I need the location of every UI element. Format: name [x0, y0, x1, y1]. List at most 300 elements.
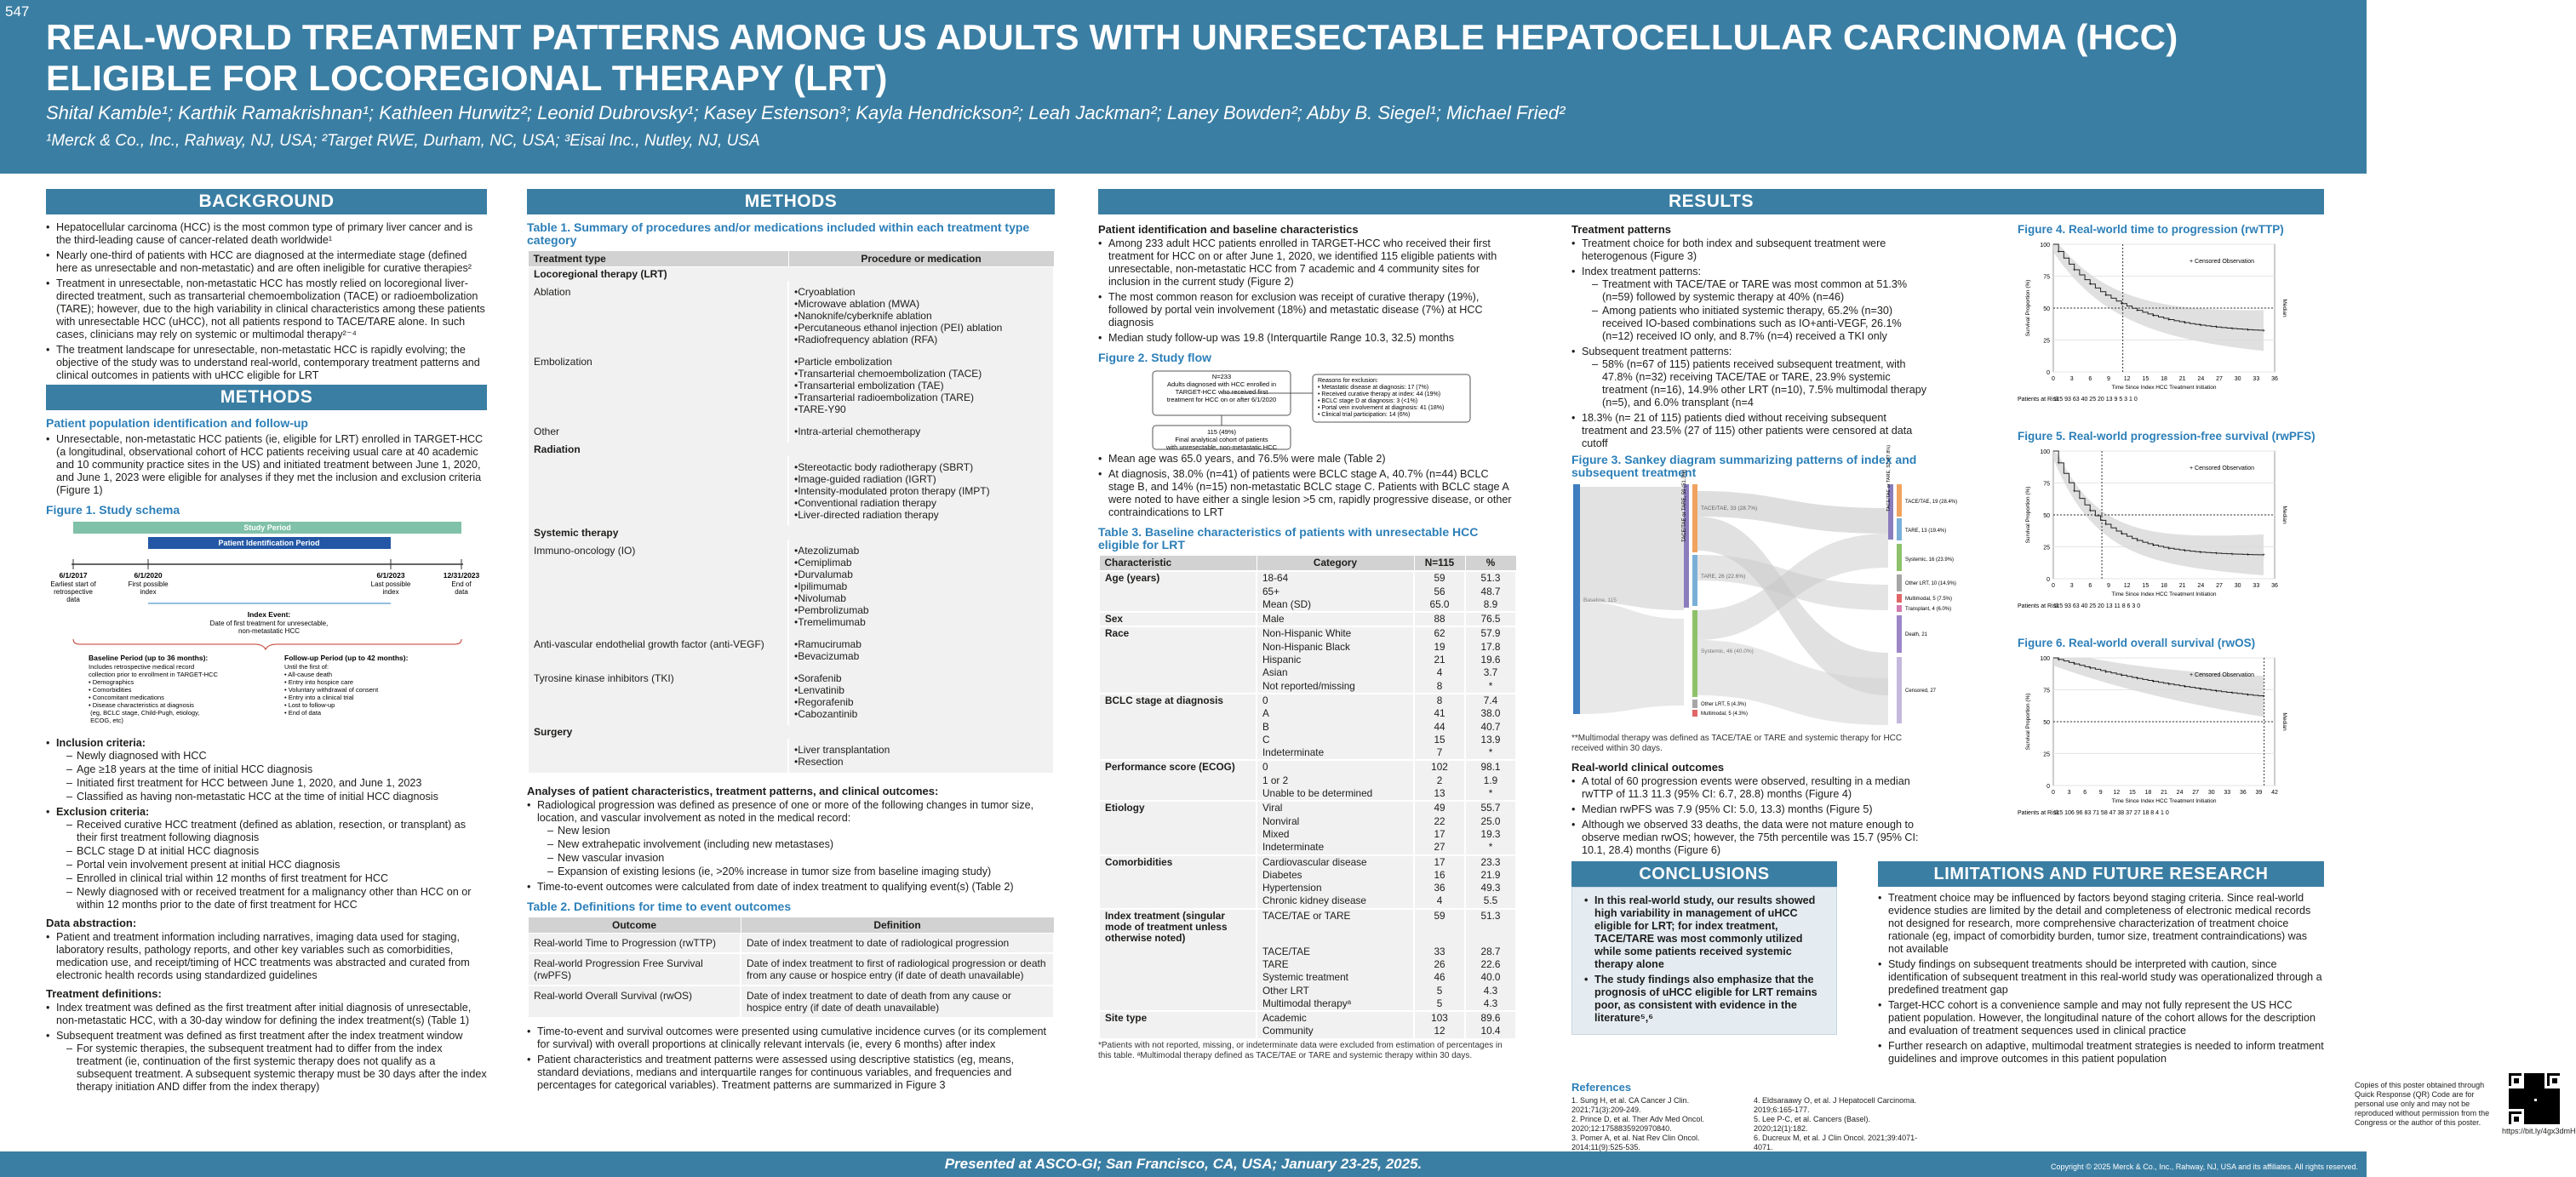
- censor-mark: +: [2104, 293, 2108, 299]
- table-row: Hypertension 36 49.3: [1099, 882, 1516, 894]
- km-chart-rwttp: [2018, 237, 2324, 425]
- x-tick-label: 3: [2069, 583, 2074, 589]
- y-tick-label: 0: [2046, 577, 2050, 583]
- analyses-sublist: [537, 825, 1055, 878]
- list-item: • The treatment landscape for unresectable, non-metastatic HCC is rapidly evolving; the objective of the study was to understand real-world, contemporary treatment patterns and clinical outcomes in patients with uHCC eligible for LRT: [46, 344, 487, 382]
- x-tick-label: 9: [2098, 790, 2103, 796]
- table-row: TACE/TAE 33 28.7: [1099, 946, 1516, 958]
- table2-title: Table 2. Definitions for time to event outcomes: [527, 900, 792, 913]
- table-row: Other •Intra-arterial chemotherapy: [528, 420, 1054, 443]
- censor-mark: +: [2262, 552, 2265, 558]
- conclusions-heading: CONCLUSIONS: [1571, 861, 1837, 887]
- list-item: • Target-HCC cohort is a convenience sample and may not fully represent the US HCC patient population. However, the longitudinal nature of the cohort allows for the description and evaluation of treatment sequences used in clinical practice: [1878, 999, 2324, 1037]
- table-row: Embolization •Particle embolization •Transarterial chemoembolization (TACE) •Transarterial embolization (TAE) •Transarterial radioembolization (TARE) •TARE-Y90: [528, 351, 1054, 420]
- list-item: • Time-to-event outcomes were calculated from date of index treatment to qualifying event(s) (Table 2): [527, 881, 1055, 894]
- list-item: • Median rwPFS was 7.9 (95% CI: 5.0, 13.3) months (Figure 5): [1571, 803, 1929, 816]
- y-tick-label: 25: [2043, 545, 2050, 551]
- sankey-node-label: Multimodal, 5 (4.3%): [1701, 711, 1749, 717]
- list-item: • A total of 60 progression events were observed, resulting in a median rwTTP of 11.3 11.3 (95% CI: 6.7, 28.8) months (Figure 4): [1571, 775, 1929, 801]
- table-section-row: Radiation: [528, 443, 1054, 456]
- date-desc: First possible index: [128, 580, 169, 596]
- list-item: Radiological progression was defined as presence of one or more of the following changes in tumor size, location, and vascular involvement as noted in the medical record:: [537, 799, 1034, 824]
- table-row: 65+ 56 48.7: [1099, 586, 1516, 598]
- column-5: [2018, 223, 2324, 838]
- methods-heading: METHODS: [46, 385, 487, 410]
- table-row: Hispanic 21 19.6: [1099, 654, 1516, 666]
- sankey-node-label: TACE/TAE, 19 (28.4%): [1905, 500, 1958, 505]
- list-item: • 18.3% (n= 21 of 115) patients died without receiving subsequent treatment and 23.5% (27 of 115) other patients were censored at data cutoff: [1571, 412, 1929, 450]
- legend-label: + Censored Observation: [2190, 672, 2255, 678]
- list-item: • Patient characteristics and treatment patterns were assessed using descriptive statistics (eg, means, standard deviations, medians and interquartile ranges for continuous variables, and frequencies and percentages for categorical variables). Treatment patterns are summarized in Figure 3: [527, 1054, 1055, 1092]
- legend-label: + Censored Observation: [2190, 259, 2255, 265]
- table-row: Index treatment (singular mode of treatment unless otherwise noted) TACE/TAE or TARE 59 51.3: [1099, 909, 1516, 946]
- table-row: A 41 38.0: [1099, 707, 1516, 720]
- list-item: • At diagnosis, 38.0% (n=41) of patients were BCLC stage A, 40.7% (n=44) BCLC stage B, and 14% (n=15) non-metastatic BCLC stage C. Patients with BCLC stage A were noted to have either a single lesion >5 cm, rapidly progressive disease, or other contraindications to LRT: [1098, 468, 1517, 519]
- x-tick-label: 9: [2107, 376, 2110, 382]
- x-tick-label: 27: [2216, 583, 2223, 589]
- reference-item: 3. Pomer A, et al. Nat Rev Clin Oncol. 2014;11(9):525-535.: [1571, 1134, 1700, 1151]
- limitations-section: [1878, 861, 2324, 1068]
- legend-label: + Censored Observation: [2190, 466, 2255, 471]
- table-row: BCLC stage at diagnosis 0 8 7.4: [1099, 694, 1516, 707]
- list-item: – Portal vein involvement present at initial HCC diagnosis: [56, 859, 487, 871]
- table-header: Outcome: [528, 917, 741, 934]
- x-tick-label: 30: [2207, 790, 2215, 796]
- table-row: Race Non-Hispanic White 62 57.9: [1099, 626, 1516, 640]
- list-item: • Although we observed 33 deaths, the data were not mature enough to observe median rwOS; however, the 75th percentile was 15.7 (95% CI: 10.1, 28.4) months (Figure 6): [1571, 819, 1929, 857]
- table-row: •Stereotactic body radiotherapy (SBRT) •Image-guided radiation (IGRT) •Intensity-modulated proton therapy (IMPT) •Conventional radiation therapy •Liver-directed radiation therapy: [528, 456, 1054, 526]
- km-chart-rwpfs: [2018, 444, 2324, 631]
- table-row: Diabetes 16 21.9: [1099, 869, 1516, 882]
- censor-mark: +: [2167, 317, 2171, 323]
- list-item: • Time-to-event and survival outcomes were presented using cumulative incidence curves (or its complement for survival) with overall proportions at clinically relevant intervals (ie, every 6 months) after index: [527, 1026, 1055, 1051]
- x-tick-label: 30: [2234, 583, 2241, 589]
- censor-mark: +: [2230, 326, 2234, 332]
- date-label: 12/31/2023: [443, 571, 480, 580]
- limitations-heading: LIMITATIONS AND FUTURE RESEARCH: [1878, 861, 2324, 887]
- list-item: • The most common reason for exclusion was receipt of curative therapy (19%), followed by portal vein involvement (18%) and metastatic disease (7%) at HCC diagnosis: [1098, 291, 1517, 329]
- y-tick-label: 0: [2046, 370, 2050, 376]
- censor-mark: +: [2104, 670, 2108, 676]
- censor-mark: +: [2057, 249, 2060, 255]
- qr-code-icon[interactable]: [2508, 1072, 2561, 1125]
- sankey-node-label: Systemic, 16 (23.9%): [1905, 557, 1955, 563]
- table-row: B 44 40.7: [1099, 721, 1516, 734]
- x-tick-label: 15: [2142, 583, 2150, 589]
- references-heading: References: [1571, 1081, 1632, 1094]
- x-tick-label: 12: [2123, 583, 2131, 589]
- sankey-node-label: Transplant, 4 (6.0%): [1905, 607, 1952, 612]
- censor-mark: +: [2199, 323, 2202, 329]
- risk-values: 115 93 63 40 25 20 13 9 5 3 1 0: [2053, 397, 2138, 403]
- table-row: Indeterminate 27 *: [1099, 841, 1516, 854]
- table-row: Asian 4 3.7: [1099, 666, 1516, 679]
- censor-mark: +: [2151, 313, 2155, 319]
- x-tick-label: 18: [2161, 583, 2167, 589]
- list-item: – New vascular invasion: [537, 852, 1055, 865]
- reference-item: 5. Lee P-C, et al. Cancers (Basel). 2020;12(1):182.: [1754, 1115, 1871, 1133]
- table-row: Unable to be determined 13 *: [1099, 787, 1516, 801]
- txdef-title: Treatment definitions:: [46, 987, 162, 1000]
- presentation-info: Presented at ASCO-GI; San Francisco, CA, USA; January 23-25, 2025.: [944, 1156, 1423, 1172]
- table-row: Not reported/missing 8 *: [1099, 680, 1516, 694]
- table-section-row: Systemic therapy: [528, 526, 1054, 540]
- censor-mark: +: [2151, 543, 2155, 549]
- list-item: • Mean age was 65.0 years, and 76.5% were male (Table 2): [1098, 453, 1517, 466]
- table-row: Chronic kidney disease 4 5.5: [1099, 894, 1516, 908]
- y-tick-label: 100: [2040, 449, 2050, 455]
- sankey-node-label: TACE/TAE or TARE, 59 (51.3%): [1682, 469, 1687, 542]
- conclusions-section: [1571, 861, 1837, 1035]
- copyright: Copyright © 2025 Merck & Co., Inc., Rahway, NJ, USA and its affiliates. All rights reserved.: [2051, 1163, 2358, 1171]
- x-tick-label: 33: [2224, 790, 2231, 796]
- list-item: • Treatment choice may be influenced by factors beyond staging criteria. Since real-world evidence studies are limited by the detail and completeness of electronic medical records not designed for research, more comprehensive characterization of treatment choice rationale (eg, impact of comorbidity burden, tumor size, treatment contraindications) was not available: [1878, 892, 2324, 956]
- reference-item: 6. Ducreux M, et al. J Clin Oncol. 2021;39:4071-4071.: [1754, 1134, 1918, 1151]
- poster-footer: [0, 1151, 2367, 1177]
- list-item: • Further research on adaptive, multimodal treatment strategies is needed to inform treatment guidelines and improve outcomes in this patient population: [1878, 1040, 2324, 1066]
- y-tick-label: 100: [2040, 656, 2050, 662]
- date-label: 6/1/2023: [376, 571, 405, 580]
- date-desc: Last possible index: [370, 580, 411, 596]
- x-tick-label: 27: [2216, 376, 2223, 382]
- table-row: TARE 26 22.6: [1099, 958, 1516, 971]
- x-tick-label: 3: [2069, 376, 2074, 382]
- sankey-node-label: Death, 21: [1905, 632, 1928, 637]
- x-tick-label: 6: [2088, 583, 2092, 589]
- x-tick-label: 15: [2142, 376, 2150, 382]
- table1: [527, 250, 1055, 773]
- table-header: Characteristic: [1099, 556, 1257, 572]
- risk-label: Patients at Risk: [2018, 603, 2059, 609]
- table-header: N=115: [1414, 556, 1465, 572]
- sankey-node-label: Other LRT, 10 (14.9%): [1905, 581, 1956, 586]
- qr-note: Copies of this poster obtained through Quick Response (QR) Code are for personal use only and may not be reproduced without permission from the Congress or the author of this poster.: [2355, 1081, 2490, 1127]
- table3: [1098, 555, 1517, 1038]
- censor-mark: +: [2120, 532, 2124, 538]
- list-item: • In this real-world study, our results showed high variability in management of uHCC eligible for LRT; for index treatment, TACE/TARE was most commonly utilized while some patients received systemic therapy alone: [1584, 894, 1824, 971]
- qr-url[interactable]: https://bit.ly/4gx3dmH: [2502, 1127, 2576, 1135]
- table-header: Treatment type: [528, 251, 788, 267]
- figure-title: Figure 3. Sankey diagram summarizing patterns of index and subsequent treatment: [1571, 453, 1917, 479]
- censor-mark: +: [2183, 684, 2187, 690]
- baseline-lines: Includes retrospective medical record collection prior to enrollment in TARGET-HCC • Demographics • Comorbidities • Concomitant medications • Disease characteristics at diagnosis (eg, BCLC stage, Child-Pugh, etiology, ECOG, etc): [89, 663, 218, 724]
- table-row: •Liver transplantation •Resection: [528, 739, 1054, 773]
- risk-values: 115 106 96 83 71 58 47 38 37 27 18 8 4 1 0: [2053, 810, 2169, 816]
- censor-mark: +: [2199, 550, 2202, 556]
- median-label: Median: [2281, 299, 2287, 317]
- table-row: Community 12 10.4: [1099, 1025, 1516, 1037]
- subsection-title: Patient identification and baseline characteristics: [1098, 223, 1359, 236]
- list-item: – New lesion: [537, 825, 1055, 837]
- x-tick-label: 6: [2088, 376, 2092, 382]
- x-tick-label: 24: [2197, 376, 2205, 382]
- poster-header: [0, 0, 2367, 174]
- sankey-node-label: Other LRT, 5 (4.3%): [1701, 702, 1747, 707]
- table-row: Real-world Time to Progression (rwTTP) Date of index treatment to date of radiological progression: [528, 934, 1054, 954]
- list-item: • Unresectable, non-metastatic HCC patients (ie, eligible for LRT) enrolled in TARGET-HCC (a longitudinal, observational cohort of HCC patients receiving usual care at 40 academic and 10 community practice sites in the US) and initiated treatment between June 1, 2020, and June 1, 2023 were eligible for analyses if they met the inclusion and exclusion criteria (Figure 1): [46, 433, 487, 497]
- censor-mark: +: [2136, 308, 2139, 314]
- censor-mark: +: [2167, 682, 2171, 688]
- censor-mark: +: [2072, 489, 2076, 494]
- table-header: Definition: [741, 917, 1054, 934]
- table-row: Tyrosine kinase inhibitors (TKI) •Sorafenib •Lenvatinib •Regorafenib •Cabozantinib: [528, 667, 1054, 725]
- x-tick-label: 24: [2176, 790, 2184, 796]
- table-row: Real-world Overall Survival (rwOS) Date of index treatment to date of death from any cause or hospice entry (if date of death unavailable): [528, 986, 1054, 1018]
- y-axis-label: Survival Proportion (%): [2025, 486, 2031, 544]
- flow-box1: N=233 Adults diagnosed with HCC enrolled in TARGET-HCC who received first treatment for HCC on or after 6/1/2020: [1166, 373, 1277, 403]
- subsection-title: Real-world clinical outcomes: [1571, 761, 1725, 774]
- x-tick-label: 9: [2107, 583, 2110, 589]
- reference-item: 2. Prince D, et al. Ther Adv Med Oncol. 2020;12:1758835920970840.: [1571, 1115, 1704, 1133]
- flow-reasons: Reasons for exclusion: • Metastatic disease at diagnosis: 17 (7%) • Received curative therapy at index: 44 (19%) • BCLC stage D at diagnosis: 3 (<1%) • Portal vein involvement at diagnosis: 41 (18%) • Clinical trial participation: 14 (6%): [1318, 378, 1445, 418]
- sankey-node-label: TACE/TAE or TARE, 32 (47.8%): [1886, 444, 1892, 511]
- table-row: Other LRT 5 4.3: [1099, 985, 1516, 997]
- y-tick-label: 100: [2040, 243, 2050, 249]
- censor-mark: +: [2214, 551, 2218, 557]
- list-item: – Newly diagnosed with or received treatment for a malignancy other than HCC on or within 12 months prior to the date of first treatment for HCC: [56, 886, 487, 911]
- censor-mark: +: [2104, 523, 2108, 529]
- median-label: Median: [2281, 712, 2287, 731]
- list-item: • Hepatocellular carcinoma (HCC) is the most common type of primary liver cancer and is the third-leading cause of cancer-related death worldwide¹: [46, 221, 487, 247]
- censor-mark: +: [2072, 267, 2076, 273]
- censor-mark: +: [2246, 693, 2250, 699]
- list-item: – Initiated first treatment for HCC between June 1, 2020, and June 1, 2023: [56, 777, 487, 790]
- list-item: – Treatment with TACE/TAE or TARE was most common at 51.3% (n=59) followed by systemic therapy at 40% (n=46): [1582, 278, 1929, 304]
- y-tick-label: 25: [2043, 338, 2050, 345]
- list-item: Subsequent treatment was defined as first treatment after the index treatment window: [56, 1030, 463, 1042]
- y-tick-label: 75: [2043, 274, 2050, 281]
- column-3: [1098, 223, 1517, 1061]
- list-item: • Study findings on subsequent treatments should be interpreted with caution, since identification of subsequent treatment in this real-world study was operationalized through a predefined treatment gap: [1878, 958, 2324, 997]
- date-desc: Earliest start of retrospective data: [50, 580, 96, 603]
- x-axis-label: Time Since Index HCC Treatment Initiation: [2111, 385, 2217, 391]
- censor-mark: +: [2214, 688, 2218, 694]
- censor-mark: +: [2136, 677, 2139, 683]
- list-item: – Classified as having non-metastatic HCC at the time of initial HCC diagnosis: [56, 791, 487, 803]
- table-row: 1 or 2 2 1.9: [1099, 774, 1516, 787]
- censor-mark: +: [2246, 552, 2250, 558]
- list-item: – Expansion of existing lesions (ie, >20% increase in tumor size from baseline imaging study): [537, 866, 1055, 878]
- table-header: %: [1465, 556, 1516, 572]
- table1-title: Table 1. Summary of procedures and/or medications included within each treatment type category: [527, 220, 1030, 247]
- x-tick-label: 6: [2083, 790, 2087, 796]
- list-item: • Treatment choice for both index and subsequent treatment were heterogenous (Figure 3): [1571, 237, 1929, 263]
- y-axis-label: Survival Proportion (%): [2025, 279, 2031, 337]
- date-desc: End of data: [451, 580, 472, 596]
- conclusions-box: [1571, 887, 1837, 1035]
- date-label: 6/1/2020: [134, 571, 163, 580]
- risk-values: 115 93 63 40 25 20 13 11 8 6 3 0: [2053, 603, 2141, 609]
- followup-title: Follow-up Period (up to 42 months):: [284, 654, 409, 662]
- results-heading: RESULTS: [1098, 189, 2324, 214]
- identification-period-label: Patient Identification Period: [218, 539, 320, 547]
- study-schema-figure: [46, 520, 487, 737]
- table-row: Anti-vascular endothelial growth factor (anti-VEGF) •Ramucirumab •Bevacizumab: [528, 633, 1054, 667]
- figure5-title: Figure 5. Real-world progression-free survival (rwPFS): [2018, 430, 2316, 443]
- x-tick-label: 21: [2178, 583, 2186, 589]
- inclusion-title: Inclusion criteria:: [56, 737, 146, 749]
- x-axis-label: Time Since Index HCC Treatment Initiation: [2111, 798, 2217, 804]
- table-row: C 15 13.9: [1099, 734, 1516, 746]
- flow-box2: 115 (49%) Final analytical cohort of patients with unresectable, non-metastatic HCC: [1165, 428, 1278, 451]
- column-4: [1571, 223, 1958, 860]
- exclusion-title: Exclusion criteria:: [56, 806, 150, 818]
- list-item: Subsequent treatment patterns:: [1582, 346, 1732, 357]
- list-item: – New extrahepatic involvement (including new metastases): [537, 838, 1055, 851]
- poster-number: 547: [5, 3, 30, 20]
- x-tick-label: 33: [2253, 376, 2260, 382]
- list-item: • Patient and treatment information including narratives, imaging data used for staging, laboratory results, pathology reports, and other key variables such as comorbidities, medication use, and receipt/timing of HCC treatments was abstracted and curated from electronic health records using standardized guidelines: [46, 931, 487, 982]
- x-tick-label: 21: [2161, 790, 2167, 796]
- x-tick-label: 39: [2255, 790, 2263, 796]
- list-item: – Newly diagnosed with HCC: [56, 750, 487, 763]
- censor-mark: +: [2214, 325, 2218, 331]
- x-tick-label: 36: [2271, 376, 2278, 382]
- table-row: Indeterminate 7 *: [1099, 746, 1516, 760]
- background-heading: BACKGROUND: [46, 189, 487, 214]
- abstraction-title: Data abstraction:: [46, 917, 137, 929]
- table-section-row: Locoregional therapy (LRT): [528, 267, 1054, 282]
- x-tick-label: 0: [2052, 583, 2055, 589]
- x-tick-label: 36: [2239, 790, 2247, 796]
- list-item: – Age ≥18 years at the time of initial HCC diagnosis: [56, 763, 487, 776]
- risk-label: Patients at Risk: [2018, 397, 2059, 403]
- column-1: [46, 189, 487, 1096]
- table-header: Procedure or medication: [788, 251, 1054, 267]
- subsection-title: Patient population identification and follow-up: [46, 416, 308, 430]
- figure-title: Figure 1. Study schema: [46, 503, 180, 517]
- y-tick-label: 0: [2046, 784, 2050, 790]
- censor-mark: +: [2057, 460, 2060, 466]
- table-row: Mean (SD) 65.0 8.9: [1099, 598, 1516, 612]
- censor-mark: +: [2246, 328, 2250, 334]
- y-tick-label: 75: [2043, 688, 2050, 694]
- list-item: • Nearly one-third of patients with HCC are diagnosed at the intermediate stage (defined here as unresectable and non-metastatic) and are often ineligible for curative therapies²: [46, 249, 487, 275]
- list-item: – 58% (n=67 of 115) patients received subsequent treatment, with 47.8% (n=32) receiving TACE/TAE or TARE, 23.9% systemic treatment (n=16), 14.9% other LRT (n=10), 7.5% multimodal therapy (n=5), and 6.0% transplant (n=4: [1582, 358, 1929, 409]
- x-tick-label: 12: [2123, 376, 2131, 382]
- x-tick-label: 27: [2192, 790, 2200, 796]
- censor-mark: +: [2072, 662, 2076, 668]
- table-row: Comorbidities Cardiovascular disease 17 23.3: [1099, 855, 1516, 869]
- sankey-node-label: Censored, 27: [1905, 688, 1937, 694]
- table-section-row: Surgery: [528, 725, 1054, 739]
- x-tick-label: 18: [2144, 790, 2152, 796]
- references-section: [1571, 1081, 2576, 1151]
- x-tick-label: 42: [2271, 790, 2278, 796]
- analyses-title: Analyses of patient characteristics, treatment patterns, and clinical outcomes:: [527, 785, 939, 797]
- list-item: • Treatment in unresectable, non-metastatic HCC has mostly relied on locoregional liver-directed treatment, such as transarterial chemoembolization (TACE) or radioembolization (TARE); however, due to the high variability in clinical characteristics among these patients with unresectable HCC (uHCC), not all patients respond to TACE/TARE alone. In such cases, clinicians may rely on systemic or multimodal therapy²⁻⁴: [46, 277, 487, 341]
- censor-mark: +: [2120, 673, 2124, 679]
- censor-mark: +: [2057, 657, 2060, 663]
- list-item: – BCLC stage D at initial HCC diagnosis: [56, 845, 487, 858]
- table-row: Performance score (ECOG) 0 102 98.1: [1099, 760, 1516, 774]
- figure4-title: Figure 4. Real-world time to progression (rwTTP): [2018, 223, 2284, 236]
- list-item: • Median study follow-up was 19.8 (Interquartile Range 10.3, 32.5) months: [1098, 332, 1517, 345]
- censor-mark: +: [2230, 551, 2234, 557]
- index-event-desc: Date of first treatment for unresectable, non-metastatic HCC: [209, 620, 329, 635]
- list-item: • Index treatment was defined as the first treatment after initial diagnosis of unresectable, non-metastatic HCC, with a 30-day window for defining the index treatment(s) (Table 1): [46, 1002, 487, 1027]
- risk-label: Patients at Risk: [2018, 810, 2059, 816]
- list-item: – Received curative HCC treatment (defined as ablation, resection, or transplant) as their first treatment following diagnosis: [56, 819, 487, 844]
- poster-title: REAL-WORLD TREATMENT PATTERNS AMONG US ADULTS WITH UNRESECTABLE HEPATOCELLULAR CARCINOMA (HCC) ELIGIBLE FOR LOCOREGIONAL THERAPY (LRT): [46, 17, 2178, 98]
- study-period-label: Study Period: [243, 523, 291, 532]
- censor-mark: +: [2183, 321, 2187, 327]
- y-tick-label: 50: [2043, 306, 2050, 312]
- x-tick-label: 30: [2234, 376, 2241, 382]
- censor-mark: +: [2088, 508, 2092, 514]
- censor-mark: +: [2088, 666, 2092, 671]
- table-row: Non-Hispanic Black 19 17.8: [1099, 641, 1516, 654]
- baseline-title: Baseline Period (up to 36 months):: [89, 654, 209, 662]
- table-row: Sex Male 88 76.5: [1099, 612, 1516, 626]
- x-tick-label: 24: [2197, 583, 2205, 589]
- x-tick-label: 15: [2128, 790, 2136, 796]
- y-axis-label: Survival Proportion (%): [2025, 693, 2031, 751]
- table-row: Multimodal therapyᵃ 5 4.3: [1099, 997, 1516, 1011]
- censor-mark: +: [2262, 329, 2265, 334]
- censor-mark: +: [2088, 282, 2092, 288]
- index-event-title: Index Event:: [247, 610, 291, 619]
- list-item: Index treatment patterns:: [1582, 266, 1702, 277]
- list-item: • The study findings also emphasize that the prognosis of uHCC eligible for LRT remains poor, as consistent with evidence in the literature⁵,⁶: [1584, 974, 1824, 1025]
- methods-heading-2: METHODS: [527, 189, 1055, 214]
- censor-mark: +: [2151, 679, 2155, 685]
- table2: [527, 917, 1055, 1019]
- sankey-node-label: Multimodal, 5 (7.5%): [1905, 597, 1953, 602]
- table-header: Category: [1257, 556, 1414, 572]
- table-row: Age (years) 18-64 59 51.3: [1099, 571, 1516, 585]
- x-tick-label: 36: [2271, 583, 2278, 589]
- table-row: Etiology Viral 49 55.7: [1099, 801, 1516, 814]
- censor-mark: +: [2136, 539, 2139, 545]
- censor-mark: +: [2183, 548, 2187, 554]
- subsection-title: Treatment patterns: [1571, 223, 1672, 236]
- table-row: Systemic treatment 46 40.0: [1099, 971, 1516, 984]
- table-row: Nonviral 22 25.0: [1099, 815, 1516, 828]
- censor-mark: +: [2167, 546, 2171, 552]
- list-item: – Enrolled in clinical trial within 12 months of first treatment for HCC: [56, 872, 487, 885]
- x-tick-label: 0: [2052, 790, 2055, 796]
- x-tick-label: 18: [2161, 376, 2167, 382]
- author-list: Shital Kamble¹; Karthik Ramakrishnan¹; Kathleen Hurwitz²; Leonid Dubrovsky¹; Kasey Estenson³; Kayla Hendrickson²; Leah Jackman²; Laney Bowden²; Abby B. Siegel¹; Michael Fried²: [46, 102, 1566, 123]
- table3-footnote: *Patients with not reported, missing, or indeterminate data were excluded from estimation of percentages in this table. ᵃMultimodal therapy defined as TACE/TAE or TARE and systemic therapy within 30 days.: [1098, 1040, 1503, 1060]
- x-tick-label: 3: [2067, 790, 2071, 796]
- reference-item: 1. Sung H, et al. CA Cancer J Clin. 2021;71(3):209-249.: [1571, 1096, 1690, 1114]
- list-item: • Among 233 adult HCC patients enrolled in TARGET-HCC who received their first treatment for HCC on or after June 1, 2020, we identified 115 eligible patients with unresectable, non-metastatic HCC from 7 academic and 4 community sites for inclusion in the current study (Figure 2): [1098, 237, 1517, 289]
- list-item: – Among patients who initiated systemic therapy, 65.2% (n=30) received IO-based combinations such as IO+anti-VEGF, 26.1% (n=12) received IO only, and 8.7% (n=4) received a TKI only: [1582, 305, 1929, 343]
- table-row: Site type Academic 103 89.6: [1099, 1011, 1516, 1025]
- figure3-footnote: **Multimodal therapy was defined as TACE/TAE or TARE and systemic therapy for HCC received within 30 days.: [1571, 734, 1903, 753]
- list-item: – For systemic therapies, the subsequent treatment had to differ from the index treatment (ie, continuation of the first systemic therapy does not qualify as a subsequent treatment. A subsequent systemic therapy must be 30 days after the index therapy initiation AND differ from the index therapy): [56, 1043, 487, 1094]
- table-row: Real-world Progression Free Survival (rwPFS) Date of index treatment to first of radiological progression or death from any cause or hospice entry (if date of death unavailable): [528, 953, 1054, 986]
- table-row: Ablation •Cryoablation •Microwave ablation (MWA) •Nanoknife/cyberknife ablation •Percutaneous ethanol injection (PEI) ablation •Radiofrequency ablation (RFA): [528, 281, 1054, 351]
- median-label: Median: [2281, 506, 2287, 524]
- x-tick-label: 0: [2052, 376, 2055, 382]
- y-tick-label: 50: [2043, 513, 2050, 519]
- column-2: [527, 189, 1055, 1094]
- x-tick-label: 12: [2113, 790, 2121, 796]
- reference-item: 4. Eldsaraawy O, et al. J Hepatocell Carcinoma. 2019;6:165-177.: [1754, 1096, 1917, 1114]
- figure6-title: Figure 6. Real-world overall survival (rwOS): [2018, 637, 2256, 649]
- y-tick-label: 25: [2043, 751, 2050, 758]
- censor-mark: +: [2199, 687, 2202, 693]
- figure-title: Figure 2. Study flow: [1098, 351, 1212, 364]
- x-tick-label: 33: [2253, 583, 2260, 589]
- x-axis-label: Time Since Index HCC Treatment Initiation: [2111, 591, 2217, 597]
- table-row: Mixed 17 19.3: [1099, 828, 1516, 841]
- affiliations: ¹Merck & Co., Inc., Rahway, NJ, USA; ²Target RWE, Durham, NC, USA; ³Eisai Inc., Nutley, NJ, USA: [46, 132, 760, 150]
- background-list: [46, 221, 487, 382]
